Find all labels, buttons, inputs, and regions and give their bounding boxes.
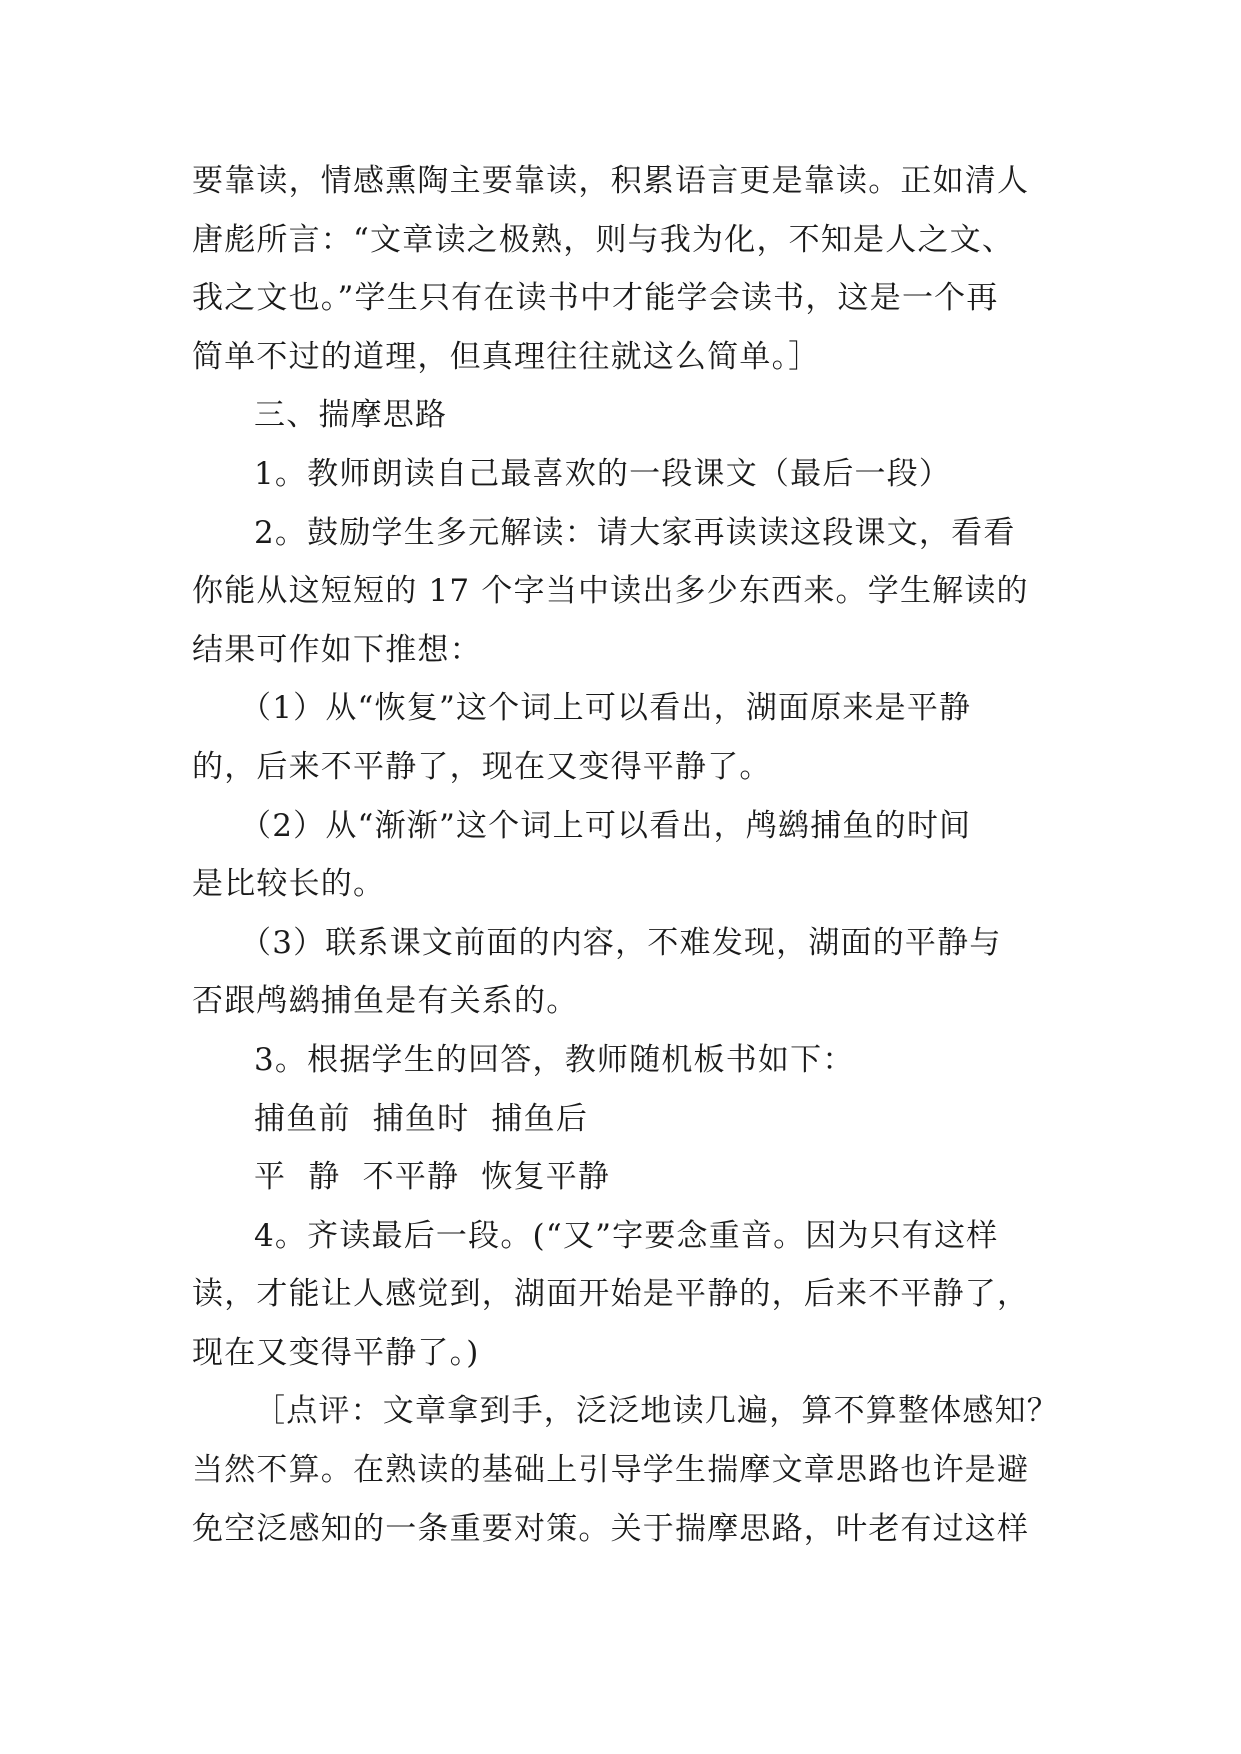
text-line: 唐彪所言：“文章读之极熟，则与我为化，不知是人之文、: [192, 221, 1015, 258]
board-notes-row: 平 静 不平静 恢复平静: [254, 1159, 611, 1196]
text-line: （2）从“渐渐”这个词上可以看出，鸬鹚捕鱼的时间: [240, 807, 972, 844]
text-line: 4。齐读最后一段。(“又”字要念重音。因为只有这样: [254, 1217, 999, 1254]
text-line: （1）从“恢复”这个词上可以看出，湖面原来是平静: [240, 690, 972, 727]
text-line: 的，后来不平静了，现在又变得平静了。: [192, 748, 772, 785]
text-line: 现在又变得平静了。): [192, 1334, 480, 1371]
text-line: 我之文也。”学生只有在读书中才能学会读书，这是一个再: [192, 280, 999, 317]
text-line: 3。根据学生的回答，教师随机板书如下：: [254, 1041, 855, 1078]
text-line: 你能从这短短的 17 个字当中读出多少东西来。学生解读的: [192, 573, 1029, 610]
text-line: 要靠读，情感熏陶主要靠读，积累语言更是靠读。正如清人: [192, 163, 1030, 199]
text-line: 读，才能让人感觉到，湖面开始是平静的，后来不平静了，: [192, 1276, 1030, 1313]
text-line: 结果可作如下推想：: [192, 631, 482, 668]
text-line: 是比较长的。: [192, 866, 386, 903]
text-line: 简单不过的道理，但真理往往就这么简单。］: [192, 338, 821, 375]
text-line: 否跟鸬鹚捕鱼是有关系的。: [192, 983, 579, 1020]
text-line: 2。鼓励学生多元解读：请大家再读读这段课文，看看: [254, 514, 1016, 551]
commentary-line: 当然不算。在熟读的基础上引导学生揣摩文章思路也许是避: [192, 1452, 1030, 1489]
section-heading: 三、揣摩思路: [254, 397, 448, 434]
commentary-line: 免空泛感知的一条重要对策。关于揣摩思路，叶老有过这样: [192, 1510, 1030, 1547]
text-line: （3）联系课文前面的内容，不难发现，湖面的平静与: [240, 924, 1002, 961]
board-notes-row: 捕鱼前 捕鱼时 捕鱼后: [254, 1100, 589, 1137]
commentary-line: ［点评：文章拿到手，泛泛地读几遍，算不算整体感知？: [254, 1393, 1059, 1430]
text-line: 1。教师朗读自己最喜欢的一段课文（最后一段）: [254, 455, 952, 492]
document-body: [192, 152, 1062, 1558]
